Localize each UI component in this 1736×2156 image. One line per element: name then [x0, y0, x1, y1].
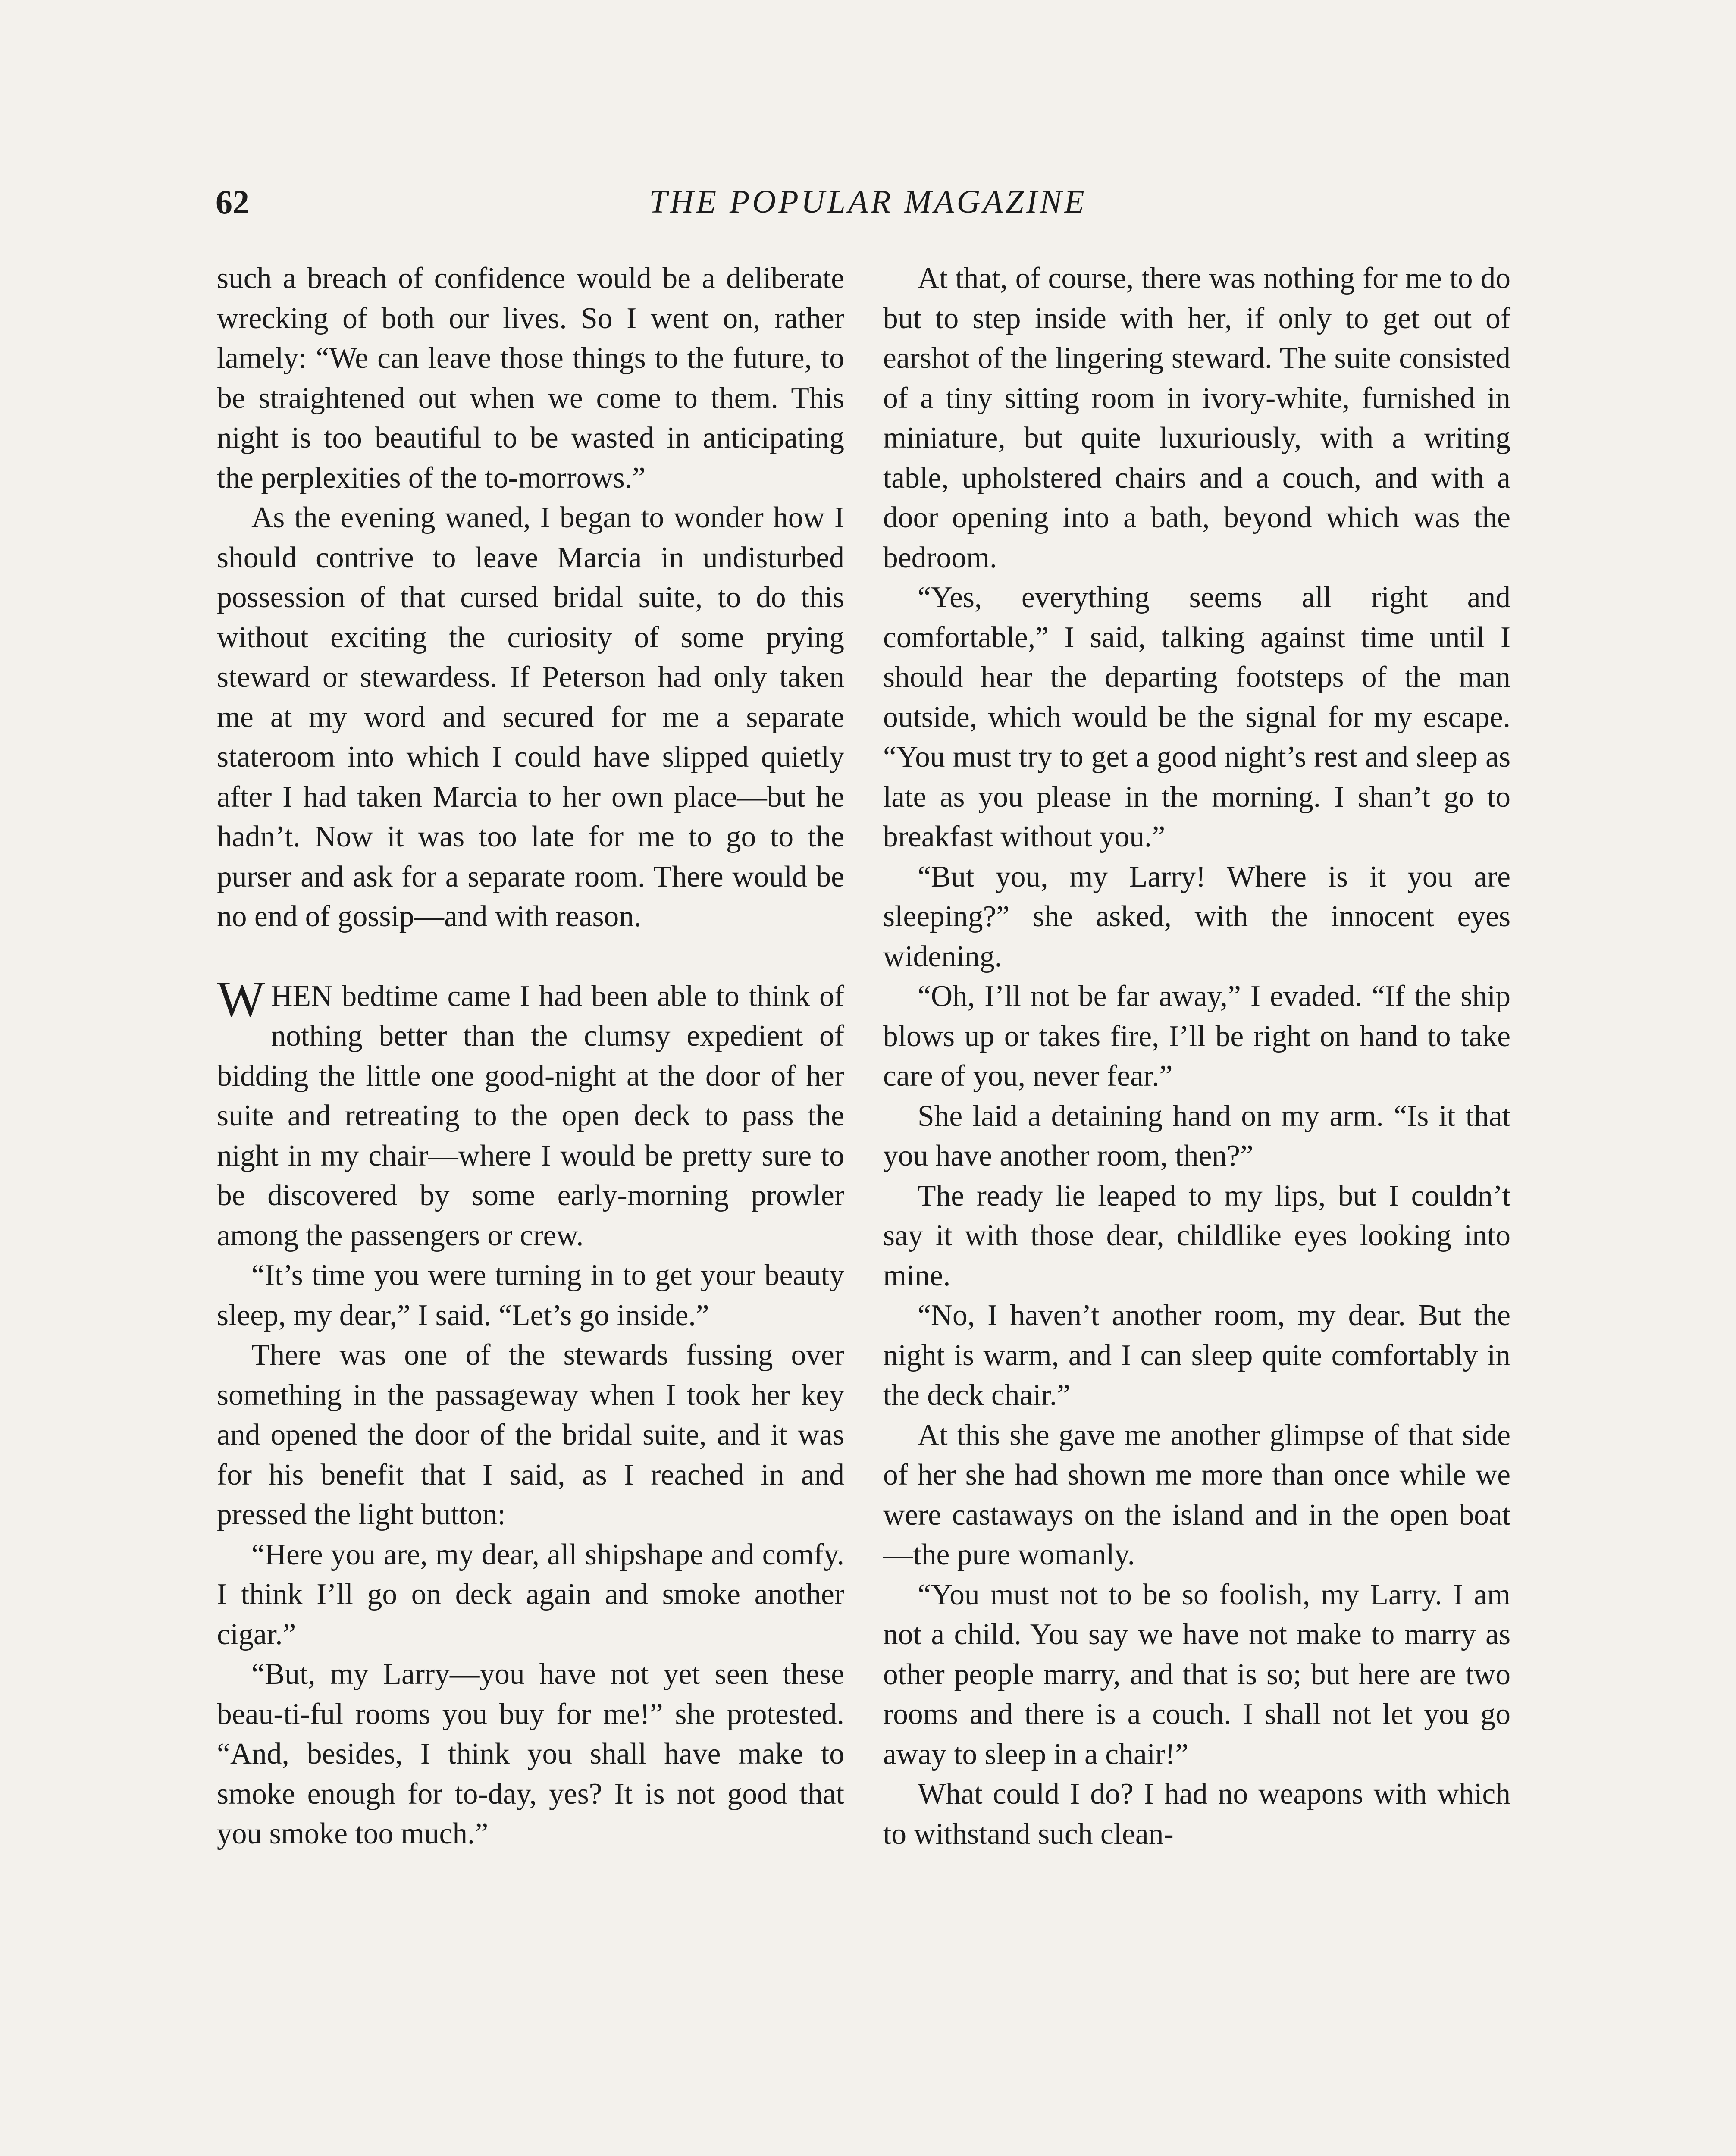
paragraph: She laid a detaining hand on my arm. “Is it that you have another room, then?” [883, 1099, 1510, 1172]
page-number: 62 [216, 183, 249, 221]
paragraph: What could I do? I had no weapons with which to withstand such clean- [883, 1777, 1510, 1851]
drop-cap: W [217, 970, 265, 1027]
paragraph: “Oh, I’ll not be far away,” I evaded. “If the ship blows up or takes fire, I’ll be right on hand to take care of you, never fear.” [883, 980, 1510, 1093]
paragraph: “You must not to be so foolish, my Larry. I am not a child. You say we have not make to marry as other people marry, and that is so; but here are two rooms and there is a couch. I shall not let you go away to sleep in a chair!” [883, 1578, 1510, 1771]
paragraph: “But you, my Larry! Where is it you are sleeping?” she asked, with the innocent eyes widening. [883, 860, 1510, 973]
paragraph: “It’s time you were turning in to get your beauty sleep, my dear,” I said. “Let’s go inside.” [217, 1259, 844, 1332]
paragraph: There was one of the stewards fussing over something in the passageway when I took her key and opened the door of the bridal suite, and it was for his benefit that I said, as I reached in and pressed the light button: [217, 1338, 844, 1531]
right-column [883, 259, 1510, 1854]
paragraph: At that, of course, there was nothing for me to do but to step inside with her, if only to get out of earshot of the lingering steward. The suite consisted of a tiny sitting room in ivory-white, furnished in miniature, but quite luxuriously, with a writing table, upholstered chairs and a couch, and with a door opening into a bath, beyond which was the bedroom. [883, 262, 1510, 574]
paragraph: “Yes, everything seems all right and comfortable,” I said, talking against time until I should hear the departing footsteps of the man outside, which would be the signal for my escape. “You must try to get a good night’s rest and sleep as late as you please in the morning. I shan’t go to breakfast without you.” [883, 581, 1510, 853]
section-opening-paragraph [217, 970, 844, 1256]
left-column [217, 259, 844, 1854]
paragraph: The ready lie leaped to my lips, but I couldn’t say it with those dear, childlike eyes looking into mine. [883, 1179, 1510, 1292]
paragraph: “But, my Larry—you have not yet seen these beau-ti-ful rooms you buy for me!” she protested. “And, besides, I think you shall have make to smoke enough for to-day, yes? It is not good that you smoke too much.” [217, 1658, 844, 1850]
paragraph: As the evening waned, I began to wonder how I should contrive to leave Marcia in undisturbed possession of that cursed bridal suite, to do this without exciting the curiosity of some prying steward or stewardess. If Peterson had only taken me at my word and secured for me a separate stateroom into which I could have slipped quietly after I had taken Marcia to her own place—but he hadn’t. Now it was too late for me to go to the purser and ask for a separate room. There would be no end of gossip—and with reason. [217, 501, 844, 933]
paragraph: such a breach of confidence would be a deliberate wrecking of both our lives. So I went on, rather lamely: “We can leave those things to the future, to be straightened out when we come to them. This night is too beautiful to be wasted in anticipating the perplexities of the to-morrows.” [217, 262, 844, 495]
running-title: THE POPULAR MAGAZINE [649, 184, 1087, 220]
small-caps-lead: HEN [271, 979, 333, 1013]
paragraph: “No, I haven’t another room, my dear. But the night is warm, and I can sleep quite comfortably in the deck chair.” [883, 1299, 1510, 1412]
paragraph: At this she gave me another glimpse of that side of her she had shown me more than once while we were castaways on the island and in the open boat—the pure womanly. [883, 1418, 1510, 1571]
paragraph: “Here you are, my dear, all shipshape and comfy. I think I’ll go on deck again and smoke another cigar.” [217, 1538, 844, 1651]
paragraph-text: bedtime came I had been able to think of nothing better than the clumsy expedient of bidding the little one good-night at the door of her suite and retreating to the open deck to pass the night in my chair—where I would be pretty sure to be discovered by some early-morning prowler among the passengers or crew. [217, 979, 844, 1252]
